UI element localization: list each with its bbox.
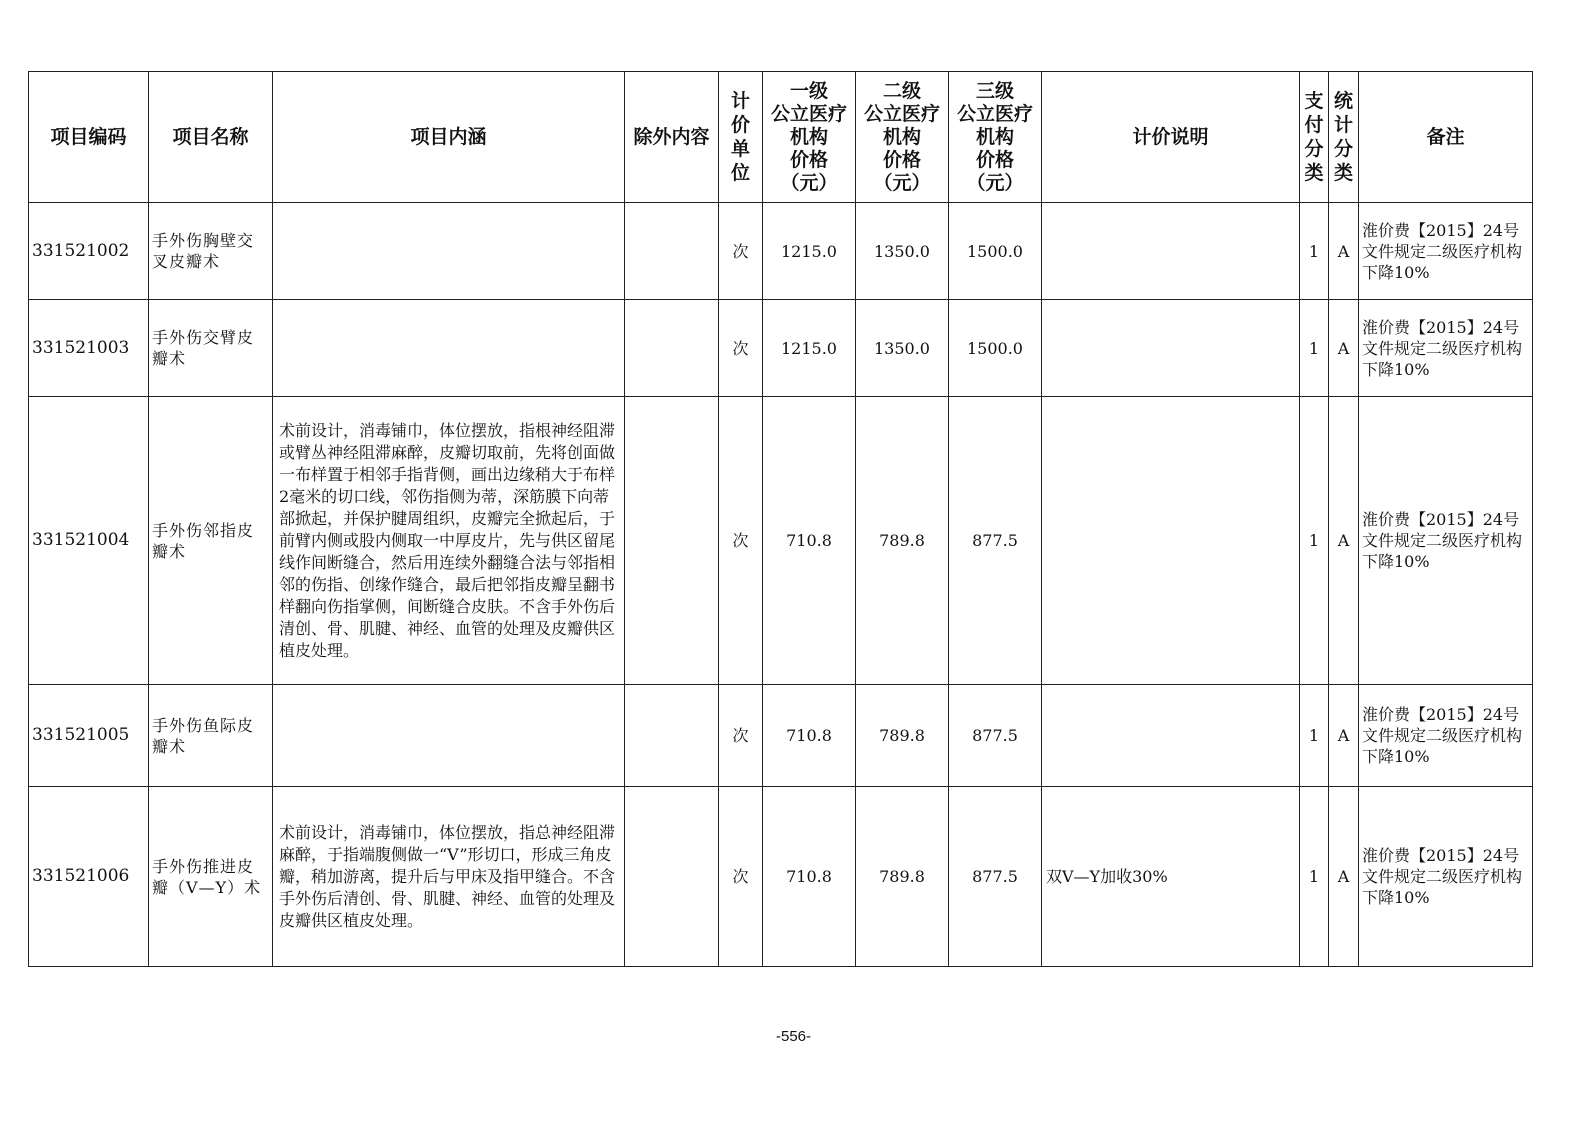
- cell-unit: 次: [719, 685, 763, 787]
- cell-code: 331521005: [29, 685, 149, 787]
- cell-code: 331521004: [29, 397, 149, 685]
- cell-price-level3: 877.5: [949, 685, 1042, 787]
- header-content: 项目内涵: [273, 72, 625, 203]
- cell-exclusion: [625, 203, 719, 300]
- cell-code: 331521002: [29, 203, 149, 300]
- cell-exclusion: [625, 300, 719, 397]
- header-pay-class: [1300, 72, 1329, 203]
- cell-exclusion: [625, 397, 719, 685]
- header-price-level3: [949, 72, 1042, 203]
- header-remark: 备注: [1359, 72, 1533, 203]
- header-stat-class: [1329, 72, 1359, 203]
- cell-price-level1: 1215.0: [763, 203, 856, 300]
- header-exclusion: 除外内容: [625, 72, 719, 203]
- header-price2-line: 公立医疗: [863, 102, 940, 125]
- cell-name: 手外伤邻指皮瓣术: [149, 397, 273, 685]
- cell-pay-class: 1: [1300, 397, 1329, 685]
- cell-remark: 淮价费【2015】24号文件规定二级医疗机构下降10%: [1359, 397, 1533, 685]
- cell-content: [273, 203, 625, 300]
- cell-price-level2: 789.8: [856, 397, 949, 685]
- header-name: 项目名称: [149, 72, 273, 203]
- cell-stat-class: A: [1329, 300, 1359, 397]
- cell-price-level2: 789.8: [856, 787, 949, 967]
- header-price2-line: 二级: [882, 79, 921, 102]
- table-row: [29, 787, 1533, 967]
- cell-price-level3: 1500.0: [949, 203, 1042, 300]
- cell-price-level2: 1350.0: [856, 203, 949, 300]
- cell-name: 手外伤鱼际皮瓣术: [149, 685, 273, 787]
- header-price-level1: [763, 72, 856, 203]
- header-price3-line: 三级: [975, 79, 1014, 102]
- cell-price-level2: 789.8: [856, 685, 949, 787]
- header-price3-line: 机构: [975, 125, 1014, 148]
- cell-note: 双V—Y加收30%: [1042, 787, 1300, 967]
- header-price2-line: 价格: [882, 148, 921, 171]
- cell-price-level3: 877.5: [949, 397, 1042, 685]
- cell-exclusion: [625, 787, 719, 967]
- header-pay-text: 支付分类: [1304, 90, 1324, 184]
- cell-pay-class: 1: [1300, 300, 1329, 397]
- cell-content: [273, 685, 625, 787]
- cell-remark: 淮价费【2015】24号文件规定二级医疗机构下降10%: [1359, 203, 1533, 300]
- header-unit: [719, 72, 763, 203]
- cell-name: 手外伤胸壁交叉皮瓣术: [149, 203, 273, 300]
- cell-note: [1042, 397, 1300, 685]
- cell-price-level3: 1500.0: [949, 300, 1042, 397]
- header-row: [29, 72, 1533, 203]
- cell-price-level3: 877.5: [949, 787, 1042, 967]
- header-price3-line: （元）: [966, 171, 1024, 194]
- price-table: [28, 71, 1533, 967]
- table-row: [29, 203, 1533, 300]
- cell-note: [1042, 685, 1300, 787]
- header-code: 项目编码: [29, 72, 149, 203]
- table-row: [29, 300, 1533, 397]
- header-price1-line: 一级: [789, 79, 828, 102]
- cell-stat-class: A: [1329, 397, 1359, 685]
- cell-unit: 次: [719, 300, 763, 397]
- header-price3-line: 价格: [975, 148, 1014, 171]
- page-number: -556-: [775, 1028, 812, 1045]
- cell-remark: 淮价费【2015】24号文件规定二级医疗机构下降10%: [1359, 685, 1533, 787]
- header-price2-line: 机构: [882, 125, 921, 148]
- cell-remark: 淮价费【2015】24号文件规定二级医疗机构下降10%: [1359, 300, 1533, 397]
- header-stat-text: 统计分类: [1334, 90, 1354, 184]
- cell-pay-class: 1: [1300, 787, 1329, 967]
- header-unit-text: 计价单位: [731, 90, 751, 184]
- cell-stat-class: A: [1329, 203, 1359, 300]
- table-row: [29, 397, 1533, 685]
- cell-content: 术前设计，消毒铺巾，体位摆放，指总神经阻滞麻醉，于指端腹侧做一“V”形切口，形成三角皮瓣，稍加游离，提升后与甲床及指甲缝合。不含手外伤后清创、骨、肌腱、神经、血管的处理及皮瓣供区植皮处理。: [273, 787, 625, 967]
- cell-name: 手外伤推进皮瓣（V—Y）术: [149, 787, 273, 967]
- cell-remark: 淮价费【2015】24号文件规定二级医疗机构下降10%: [1359, 787, 1533, 967]
- cell-unit: 次: [719, 397, 763, 685]
- header-price2-line: （元）: [873, 171, 931, 194]
- cell-unit: 次: [719, 787, 763, 967]
- cell-price-level1: 710.8: [763, 685, 856, 787]
- cell-content: [273, 300, 625, 397]
- cell-price-level1: 710.8: [763, 397, 856, 685]
- cell-content: 术前设计，消毒铺巾，体位摆放，指根神经阻滞或臂丛神经阻滞麻醉，皮瓣切取前，先将创面做一布样置于相邻手指背侧，画出边缘稍大于布样2毫米的切口线，邻伤指侧为蒂，深筋膜下向蒂部掀起，并保护腱周组织，皮瓣完全掀起后，于前臂内侧或股内侧取一中厚皮片，先与供区留尾线作间断缝合，然后用连续外翻缝合法与邻指相邻的伤指、创缘作缝合，最后把邻指皮瓣呈翻书样翻向伤指掌侧，间断缝合皮肤。不含手外伤后清创、骨、肌腱、神经、血管的处理及皮瓣供区植皮处理。: [273, 397, 625, 685]
- header-price1-line: 价格: [789, 148, 828, 171]
- table-row: [29, 685, 1533, 787]
- header-price1-line: （元）: [780, 171, 838, 194]
- cell-price-level1: 1215.0: [763, 300, 856, 397]
- header-price-level2: [856, 72, 949, 203]
- header-price3-line: 公立医疗: [956, 102, 1033, 125]
- header-price1-line: 机构: [789, 125, 828, 148]
- cell-stat-class: A: [1329, 787, 1359, 967]
- cell-code: 331521003: [29, 300, 149, 397]
- cell-pay-class: 1: [1300, 203, 1329, 300]
- cell-name: 手外伤交臂皮瓣术: [149, 300, 273, 397]
- cell-note: [1042, 300, 1300, 397]
- cell-code: 331521006: [29, 787, 149, 967]
- header-price1-line: 公立医疗: [770, 102, 847, 125]
- cell-price-level1: 710.8: [763, 787, 856, 967]
- cell-unit: 次: [719, 203, 763, 300]
- cell-pay-class: 1: [1300, 685, 1329, 787]
- cell-stat-class: A: [1329, 685, 1359, 787]
- header-note: 计价说明: [1042, 72, 1300, 203]
- cell-price-level2: 1350.0: [856, 300, 949, 397]
- cell-note: [1042, 203, 1300, 300]
- cell-exclusion: [625, 685, 719, 787]
